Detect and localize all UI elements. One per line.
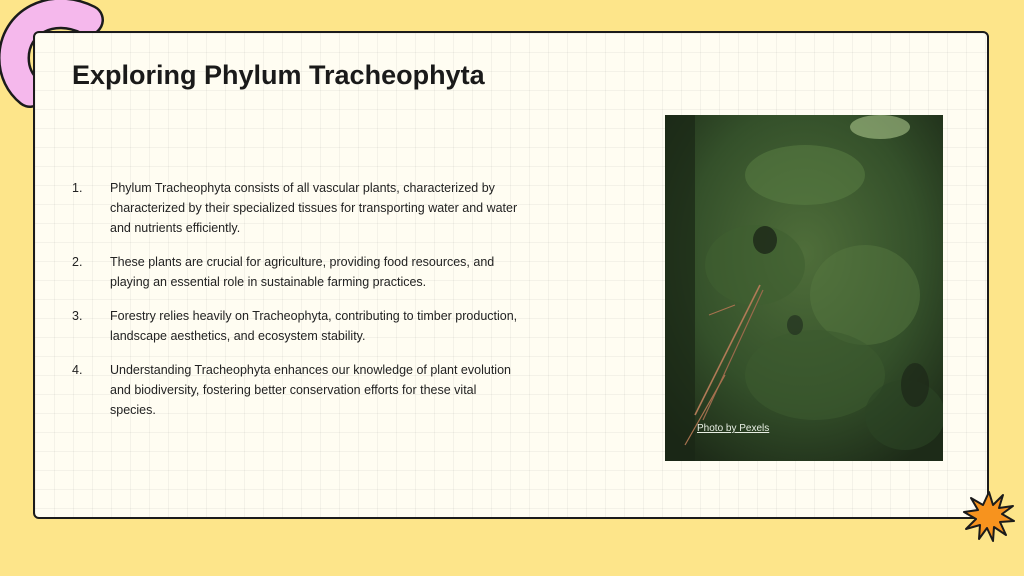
list-item [72,178,522,238]
moss-image [665,115,943,461]
moss-photo [665,115,943,461]
item-text: Phylum Tracheophyta consists of all vascular plants, characterized by characterized by their specialized tissues for transporting water and water and nutrients efficiently. [110,181,518,235]
item-text: Forestry relies heavily on Tracheophyta, contributing to timber production, landscape aesthetics, and ecosystem stability. [110,309,518,343]
item-number: 3. [72,309,83,323]
item-text: These plants are crucial for agriculture, providing food resources, and playing an essential role in sustainable farming practices. [110,255,495,289]
photo-credit-link[interactable]: Photo by Pexels [697,423,770,434]
content-list [72,178,522,434]
list-item [72,306,522,346]
item-number: 1. [72,181,83,195]
slide-title: Exploring Phylum Tracheophyta [72,60,485,90]
list-item [72,360,522,420]
item-text: Understanding Tracheophyta enhances our knowledge of plant evolution and biodiversity, fostering better conservation efforts for these vital species. [110,363,511,417]
orange-star-decoration [962,490,1016,544]
item-number: 2. [72,255,83,269]
item-number: 4. [72,363,83,377]
list-item [72,252,522,292]
